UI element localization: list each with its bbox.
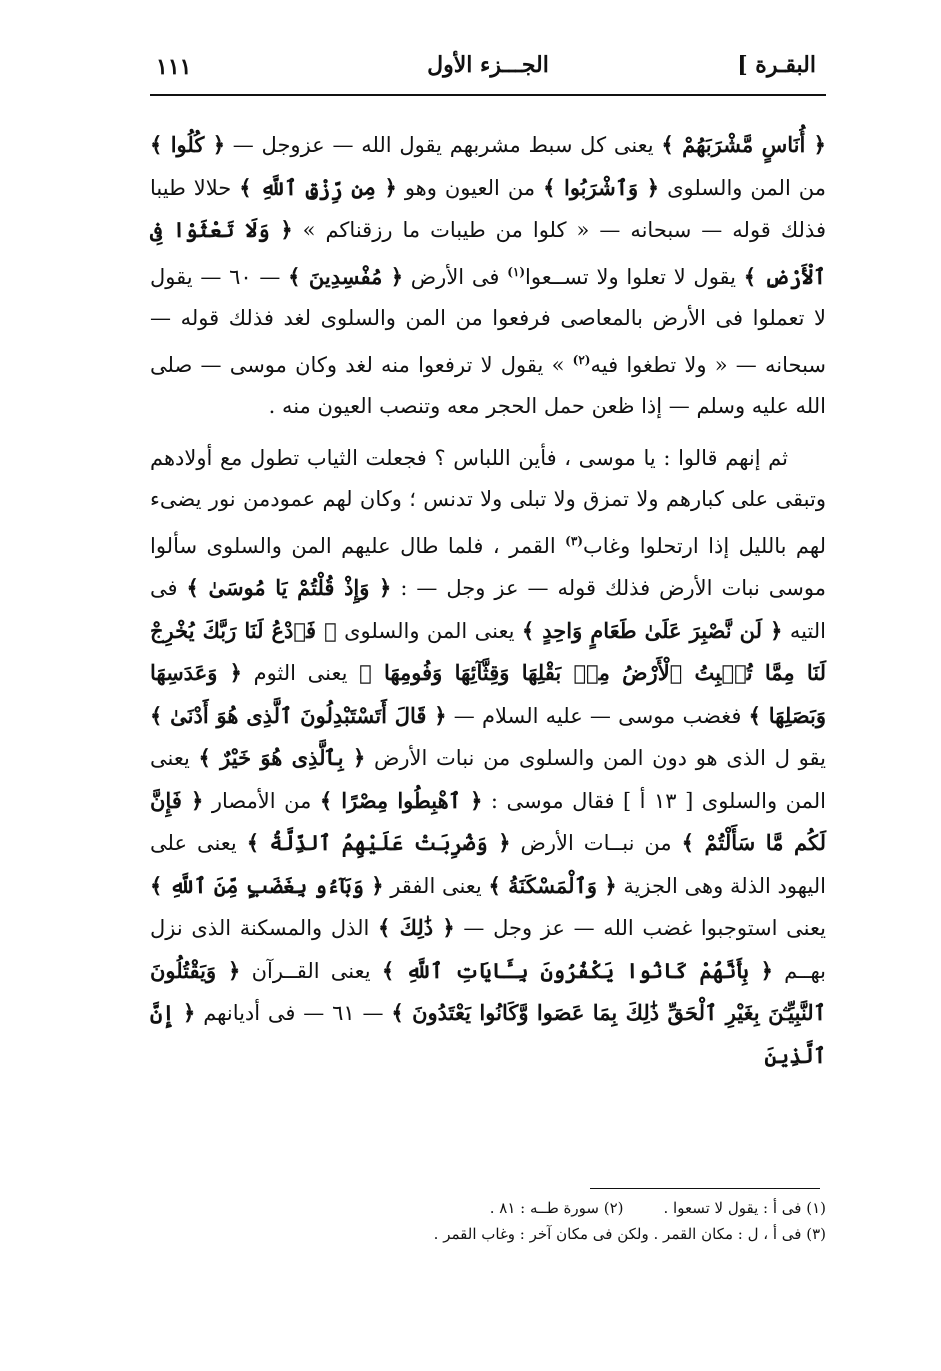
commentary-text: القمر ، فلما طال عليهم المن والسلوى سألوا موسى نبات الأرض فذلك قوله — عز وجل — : bbox=[150, 533, 826, 600]
surah-name: البقـرة ] bbox=[737, 52, 816, 78]
footnote-line-1 bbox=[150, 1195, 826, 1221]
footnote-3: (٣) فى أ ، ل : مكان القمر . ولكن فى مكان آخر : وغاب القمر . bbox=[433, 1225, 826, 1243]
commentary-text: يقول لا تعلوا ولا تســعوا bbox=[525, 264, 744, 289]
book-page bbox=[150, 44, 826, 1334]
quran-quote: ﴿ بِأَنَّهُمْ كَانُوا يَكْفُرُونَ بِـَٔايَاتِ ٱللَّهِ ﴾ bbox=[381, 957, 773, 983]
commentary-text: يعنى القــرآن bbox=[240, 958, 382, 983]
footnote-2: (٢) سورة طــه : ٨١ . bbox=[489, 1199, 624, 1217]
footnote-divider bbox=[590, 1188, 820, 1189]
page-number: ١١١ bbox=[156, 54, 192, 80]
commentary-text: يعنى على اليهود الذلة وهى الجزية bbox=[150, 831, 826, 898]
commentary-text: فى التيه bbox=[150, 576, 827, 643]
footnote-marker: (٢) bbox=[572, 352, 591, 367]
quran-quote: ﴿ فَإِنَّ لَكُم مَّا سَأَلْتُمْ ﴾ bbox=[150, 787, 827, 855]
footnote-marker: (١) bbox=[507, 264, 526, 279]
quran-quote: ﴿ إِنَّ ٱلَّذِينَ bbox=[150, 1000, 826, 1068]
quran-quote: ﴿ ٱهْبِطُوا مِصْرًا ﴾ bbox=[319, 787, 483, 813]
commentary-text: من الأمصار bbox=[203, 788, 320, 813]
footnotes bbox=[150, 1188, 826, 1247]
main-text bbox=[150, 124, 826, 1077]
quran-quote: ﴿ مُفْسِدِينَ ﴾ bbox=[288, 263, 404, 289]
quran-quote: ﴿ قَالَ أَتَسْتَبْدِلُونَ ٱلَّذِى هُوَ أَدْنَىٰ ﴾ bbox=[150, 702, 447, 728]
commentary-text: الذل والمسكنة الذى نزل بهــم bbox=[150, 916, 826, 983]
quran-quote: ﴿ وَبَآءُو بِغَضَبٍ مِّنَ ٱللَّهِ ﴾ bbox=[150, 872, 384, 898]
quran-quote: ﴿ وَٱلْمَسْكَنَةُ ﴾ bbox=[488, 872, 617, 898]
commentary-text: يعنى استوجبوا غضب الله — عز وجل — bbox=[454, 916, 826, 940]
quran-quote: ﴿ لَن نَّصْبِرَ عَلَىٰ طَعَامٍ وَاحِدٍ ﴾ bbox=[521, 617, 783, 643]
commentary-text: فى الأرض bbox=[403, 264, 508, 289]
quran-quote: ﴿ وَلَا تَعْثَوْا فِى ٱلْأَرْضِ ﴾ bbox=[150, 217, 826, 289]
quran-quote: ﴿ وَيَقْتُلُونَ ٱلنَّبِيِّـۧنَ بِغَيْرِ ٱلْحَقِّ ذَٰلِكَ بِمَا عَصَوا وَّكَانُوا يَعْتَدُونَ ﴾ bbox=[150, 957, 826, 1025]
quran-quote: ﴿ فَٱدْعُ لَنَا رَبَّكَ يُخْرِجْ لَنَا مِمَّا تُنۢبِتُ ٱلْأَرْضُ مِنۢ بَقْلِهَا وَقِثَّآئِهَا وَفُومِهَا ﴾ bbox=[150, 617, 827, 685]
commentary-text: من نبــات الأرض bbox=[510, 831, 682, 855]
commentary-text: » يقول لا ترفعوا منه لغد وكان موسى — صلى الله عليه وسلم — إذا ظعن حمل الحجر معه وتنصب العيون منه . bbox=[150, 352, 826, 418]
footnote-marker: (٣) bbox=[565, 533, 583, 548]
commentary-text: ثم إنهم قالوا : يا موسى ، فأين اللباس ؟ فجعلت الثياب تطول مع أولادهم وتبقى على كبارهم ولا تمزق ولا تبلى ولا تدنس ؛ وكان لهم عمودمن نور يضىء لهم بالليل إذا ارتحلوا وغاب bbox=[150, 445, 826, 558]
quran-quote: ﴿ وَإِذْ قُلْتُمْ يَا مُوسَىٰ ﴾ bbox=[186, 575, 392, 600]
paragraph bbox=[150, 124, 826, 428]
quran-quote: ﴿ وَٱشْرَبُوا ﴾ bbox=[543, 174, 660, 200]
commentary-text: — ٦١ — فى أديانهم bbox=[195, 1001, 392, 1025]
quran-quote: ﴿ وَعَدَسِهَا وَبَصَلِهَا ﴾ bbox=[150, 660, 827, 728]
commentary-text: فغضب موسى — عليه السلام — bbox=[446, 703, 749, 728]
footnote-1: (١) فى أ : يقول لا تسعوا . bbox=[663, 1199, 826, 1217]
commentary-text: يعنى الثوم bbox=[241, 661, 360, 685]
commentary-text: حلالا طيبا فذلك قوله — سبحانه — « كلوا من طيبات ما رزقناكم » bbox=[150, 175, 826, 242]
quran-quote: ﴿ كُلُوا ﴾ bbox=[150, 132, 226, 157]
commentary-text: — ٦٠ — يقول لا تعملوا فى الأرض بالمعاصى فرفعوا من المن والسلوى لغد فذلك قوله — سبحانه — « ولا تطغوا فيه bbox=[150, 264, 826, 377]
commentary-text: من العيون وهو bbox=[396, 175, 544, 200]
quran-quote: ﴿ ذَٰلِكَ ﴾ bbox=[378, 915, 455, 940]
footnote-line-2 bbox=[150, 1221, 826, 1247]
page-header bbox=[150, 44, 826, 96]
quran-quote: ﴿ بِٱلَّذِى هُوَ خَيْرٌ ﴾ bbox=[198, 745, 366, 770]
quran-quote: ﴿ أُنَاسٍ مَّشْرَبَهُمْ ﴾ bbox=[661, 132, 826, 157]
quran-quote: ﴿ مِن رِّزْقِ ٱللَّهِ ﴾ bbox=[239, 174, 397, 200]
paragraph bbox=[150, 438, 826, 1078]
commentary-text: من المن والسلوى bbox=[659, 175, 827, 200]
quran-quote: ﴿ وَضُرِبَتْ عَلَيْهِمُ ٱلذِّلَّةُ ﴾ bbox=[246, 830, 511, 855]
commentary-text: يعنى المن والسلوى bbox=[336, 618, 522, 643]
commentary-text: يعنى كل سبط مشربهم يقول الله — عزوجل — bbox=[225, 133, 662, 157]
commentary-text: يعنى المن والسلوى [ ١٣ أ ] فقال موسى : bbox=[150, 746, 826, 813]
commentary-text: يقو ل الذى هو دون المن والسلوى من نبات الأرض bbox=[365, 746, 826, 770]
part-title: الجـــزء الأول bbox=[427, 52, 549, 78]
commentary-text: يعنى الفقر bbox=[383, 873, 489, 898]
